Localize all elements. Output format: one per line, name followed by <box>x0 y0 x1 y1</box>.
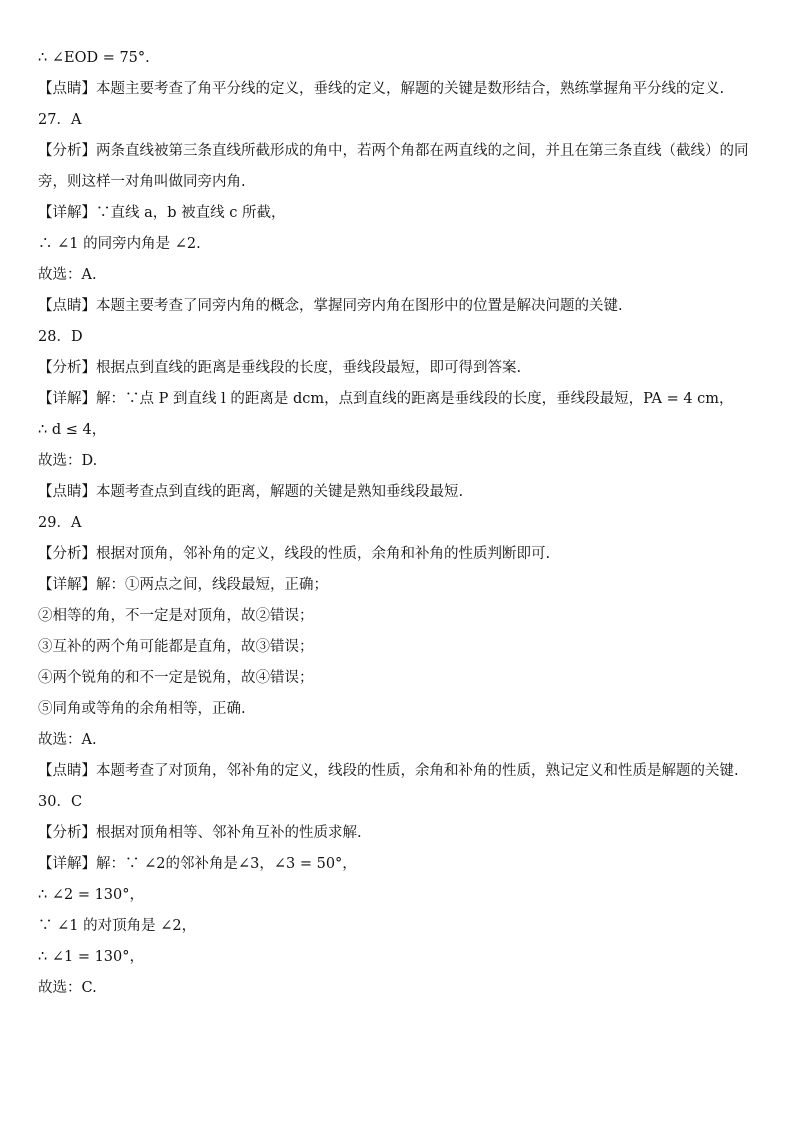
text-line: ⑤同角或等角的余角相等，正确. <box>38 701 246 717</box>
text-line: 【详解】∵直线 a，b 被直线 c 所截， <box>38 205 286 221</box>
text-line: 故选：A. <box>38 732 97 748</box>
text-line: 【点睛】本题主要考查了同旁内角的概念，掌握同旁内角在图形中的位置是解决问题的关键. <box>38 298 623 314</box>
text-line: ∴ d ≤ 4， <box>38 422 107 438</box>
text-line: ∴ ∠1 = 130°， <box>38 949 145 965</box>
question-number: 28．D <box>38 329 83 345</box>
text-line: 【分析】根据对顶角相等、邻补角互补的性质求解. <box>38 825 362 841</box>
text-line: 故选：D. <box>38 453 98 469</box>
text-line: 故选：C. <box>38 980 97 996</box>
text-line: ∴ ∠2 = 130°， <box>38 887 145 903</box>
text-line: ∵ ∠1 的对顶角是 ∠2， <box>38 918 197 934</box>
text-line: 【点睛】本题考查了对顶角，邻补角的定义，线段的性质，余角和补角的性质，熟记定义和性质是解题的关键. <box>38 763 739 779</box>
question-number: 30．C <box>38 794 83 810</box>
text-line: ∴ ∠EOD = 75°. <box>38 50 150 66</box>
question-number: 27．A <box>38 112 82 128</box>
text-line: 旁，则这样一对角叫做同旁内角. <box>38 174 246 190</box>
text-line: 【详解】解：①两点之间，线段最短，正确； <box>38 577 328 593</box>
text-line: 【详解】解：∵点 P 到直线 l 的距离是 dcm，点到直线的距离是垂线段的长度，垂线段最短，PA = 4 cm， <box>38 391 734 407</box>
question-number: 29．A <box>38 515 82 531</box>
text-line: ③互补的两个角可能都是直角，故③错误； <box>38 639 314 655</box>
text-line: 【分析】根据点到直线的距离是垂线段的长度，垂线段最短，即可得到答案. <box>38 360 522 376</box>
text-line: ∴ ∠1 的同旁内角是 ∠2. <box>38 236 201 252</box>
text-line: 【分析】根据对顶角，邻补角的定义，线段的性质，余角和补角的性质判断即可. <box>38 546 551 562</box>
text-line: 【点睛】本题主要考查了角平分线的定义，垂线的定义，解题的关键是数形结合，熟练掌握角平分线的定义. <box>38 81 725 97</box>
text-line: ④两个锐角的和不一定是锐角，故④错误； <box>38 670 314 686</box>
text-line: 【详解】解：∵ ∠2的邻补角是∠3，∠3 = 50°， <box>38 856 357 872</box>
text-line: 故选：A. <box>38 267 97 283</box>
text-line: 【点睛】本题考查点到直线的距离，解题的关键是熟知垂线段最短. <box>38 484 464 500</box>
text-line: ②相等的角，不一定是对顶角，故②错误； <box>38 608 314 624</box>
text-line: 【分析】两条直线被第三条直线所截形成的角中，若两个角都在两直线的之间，并且在第三条直线（截线）的同 <box>38 143 749 159</box>
